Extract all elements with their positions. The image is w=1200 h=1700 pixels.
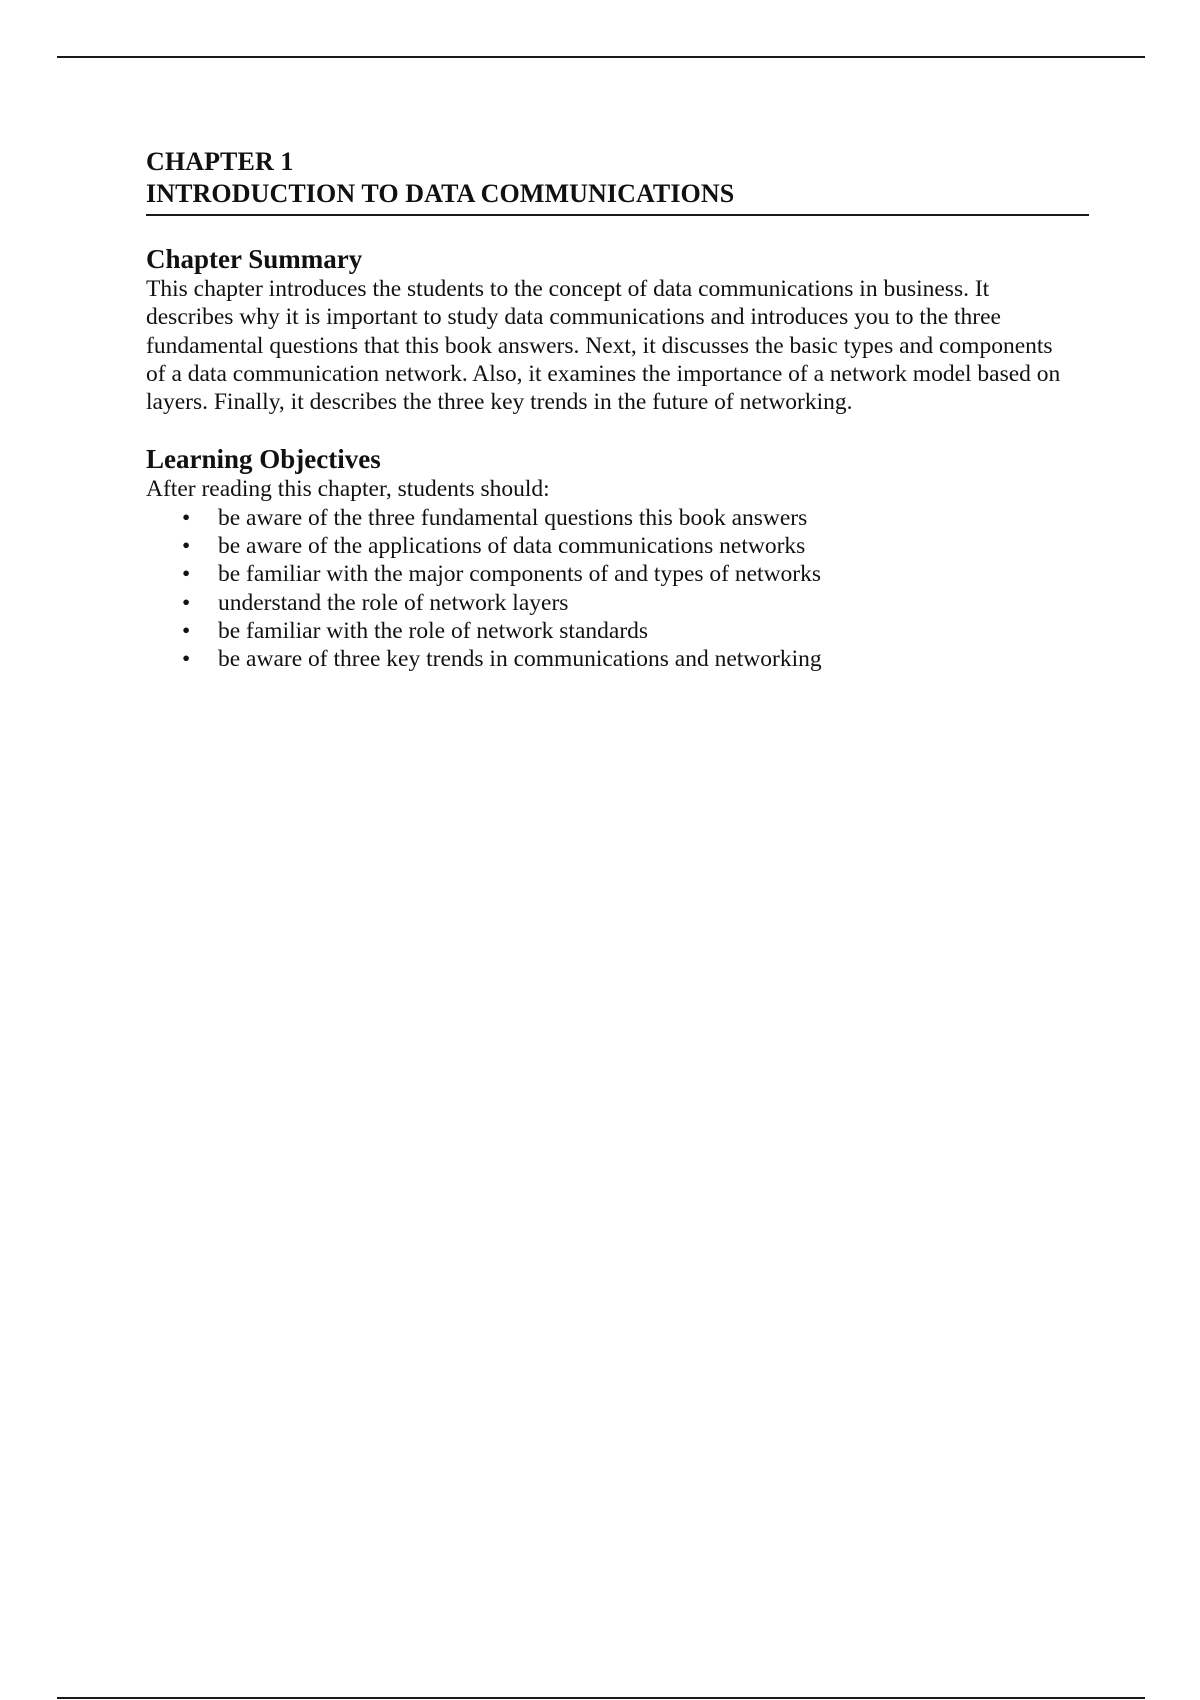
bullet-icon: • xyxy=(182,617,191,644)
objectives-list xyxy=(146,504,1089,674)
bullet-icon: • xyxy=(182,589,191,616)
objective-text: be familiar with the role of network standards xyxy=(218,617,649,644)
bullet-icon: • xyxy=(182,533,191,560)
chapter-title: INTRODUCTION TO DATA COMMUNICATIONS xyxy=(146,179,735,208)
summary-line: of a data communication network. Also, it examines the importance of a network model based on xyxy=(146,360,1061,387)
top-page-rule xyxy=(57,56,1145,58)
page-content xyxy=(146,146,1089,674)
objective-item xyxy=(146,532,1089,560)
objective-item xyxy=(146,504,1089,532)
objective-item xyxy=(146,617,1089,645)
objective-item xyxy=(146,560,1089,588)
chapter-summary-text xyxy=(146,275,1089,416)
objective-item xyxy=(146,589,1089,617)
summary-line: describes why it is important to study data communications and introduces you to the three xyxy=(146,304,1001,331)
objectives-intro: After reading this chapter, students should: xyxy=(146,476,550,503)
objective-text: understand the role of network layers xyxy=(218,589,569,616)
chapter-number: CHAPTER 1 xyxy=(146,147,294,176)
bullet-icon: • xyxy=(182,646,191,673)
learning-objectives-heading: Learning Objectives xyxy=(146,444,381,475)
chapter-summary-heading: Chapter Summary xyxy=(146,244,363,274)
objective-text: be familiar with the major components of and types of networks xyxy=(218,561,822,588)
summary-line: This chapter introduces the students to the concept of data communications in business. It xyxy=(146,276,990,302)
summary-line: fundamental questions that this book answers. Next, it discusses the basic types and components xyxy=(146,332,1053,359)
summary-line: layers. Finally, it describes the three key trends in the future of networking. xyxy=(146,389,853,416)
objective-text: be aware of the applications of data communications networks xyxy=(218,533,806,560)
bullet-icon: • xyxy=(182,561,191,588)
objective-text: be aware of the three fundamental questions this book answers xyxy=(218,504,808,531)
bottom-page-rule xyxy=(57,1697,1145,1699)
objective-text: be aware of three key trends in communications and networking xyxy=(218,646,822,673)
chapter-heading xyxy=(146,146,1089,216)
objective-item xyxy=(146,645,1089,673)
bullet-icon: • xyxy=(182,504,191,531)
